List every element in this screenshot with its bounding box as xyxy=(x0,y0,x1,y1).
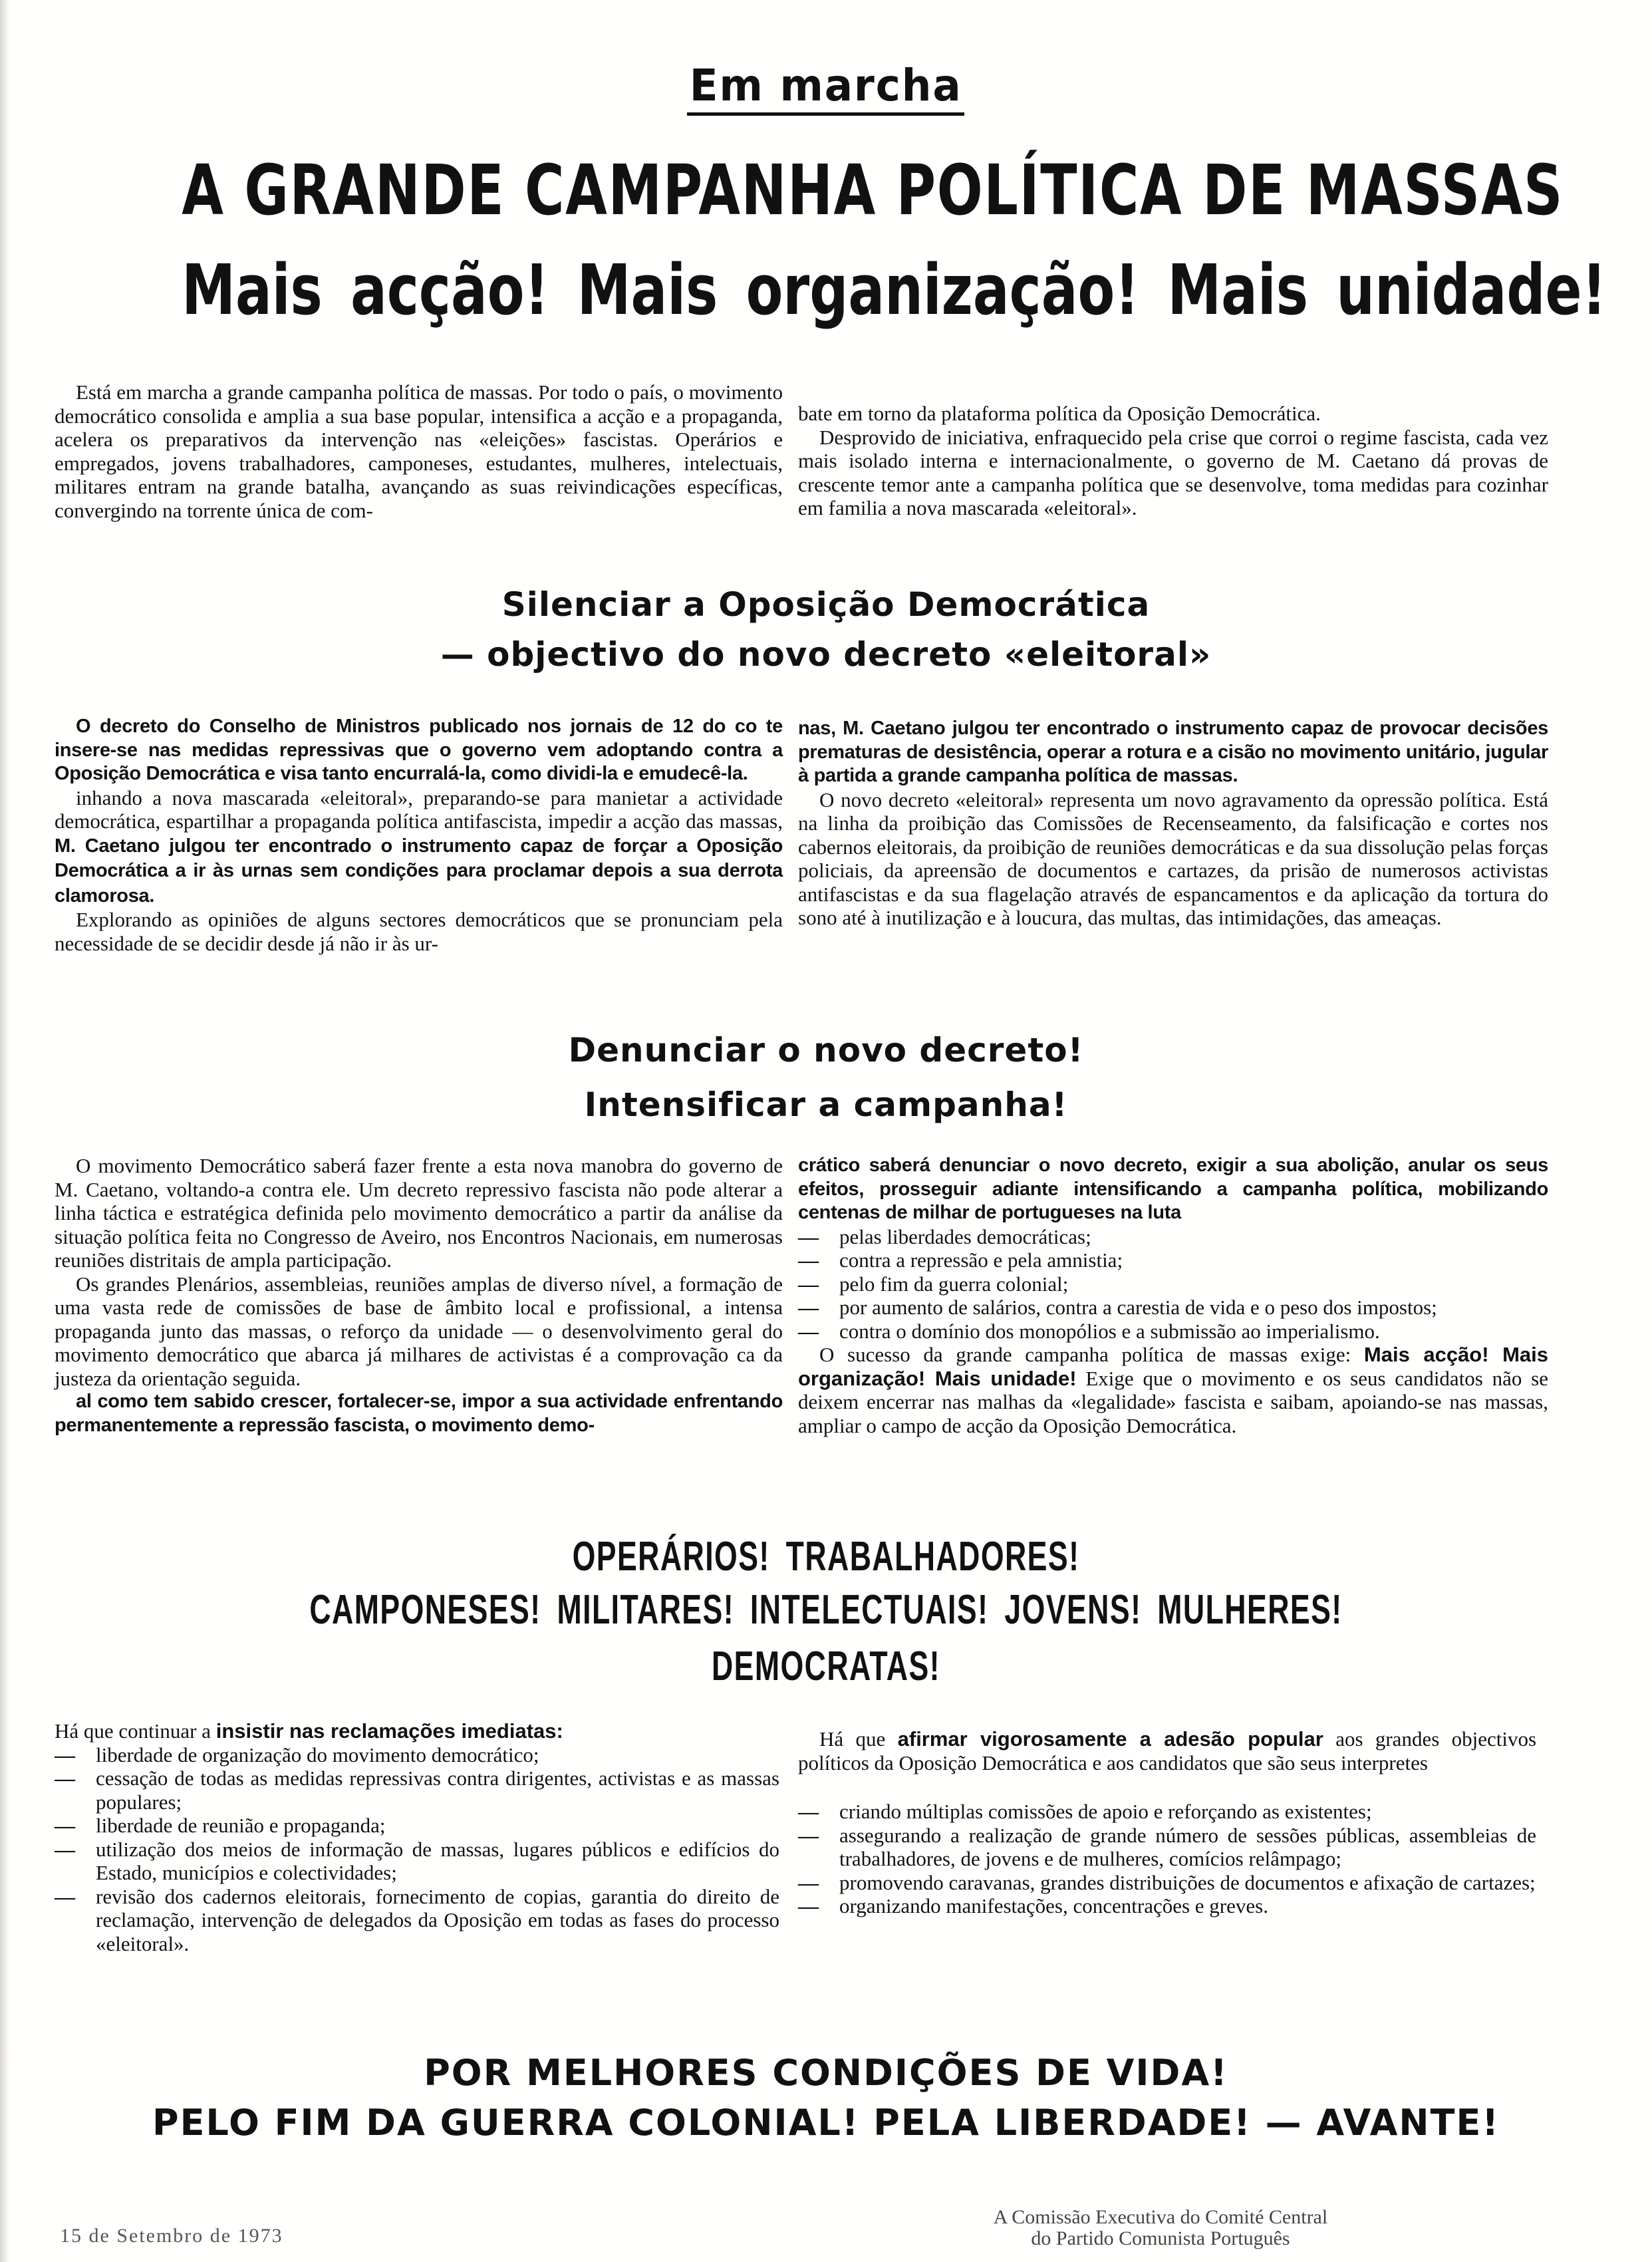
intro-left-column xyxy=(55,380,783,522)
struggle-list-item: — contra o domínio dos monopólios e a submissão ao imperialismo. xyxy=(798,1320,1548,1343)
section2-left-column xyxy=(55,1154,783,1437)
demand-list-item: — cessação de todas as medidas repressivas contra dirigentes, activistas e as massas populares; xyxy=(55,1767,779,1814)
intro-paragraph-2: Desprovido de iniciativa, enfraquecido pela crise que corroi o regime fascista, cada vez mais isolado interna e internacionalmente, o governo de M. Caetano dá provas de crescente temor ante a campanha política que se desenvolve, toma medidas para cozinhar em familia a nova mascarada «eleitoral». xyxy=(798,425,1548,519)
popular-support-list xyxy=(798,1800,1536,1918)
demands-left-intro-bold: insistir nas reclamações imediatas: xyxy=(215,1719,563,1743)
section2-paragraph-1: O movimento Democrático saberá fazer frente a esta nova manobra do governo de M. Caetano, voltando-a contra ele. Um decreto repressivo fascista não pode alterar a linha táctica e estratégica definida pelo movimento democrático a partir da análise da situação política feita no Congresso de Aveiro, nos Encontros Nacionais, em numerosas reuniões distritais de ampla participação. xyxy=(55,1154,783,1272)
final-paragraph-text: O sucesso da grande campanha política de massas exige: xyxy=(819,1343,1351,1366)
demand-list-item: — liberdade de organização do movimento democrático; xyxy=(55,1743,779,1767)
section1-heading-line2: — objectivo do novo decreto «eleitoral» xyxy=(440,635,1212,674)
section1-paragraph-4: O novo decreto «eleitoral» representa um novo agravamento da opressão política. Está na linha da proibição das Comissões de Recenseamento, da falsificação e cortes nos cabernos eleitorais, da proibição de reuniões democráticas e da sua dissolução pelas forças policiais, da apreensão de documentos e cartazes, da prisão de numerosos activistas antifascistas e da sua flagelação através de espancamentos e da aplicação da tortura do sono até à inutilização e à loucura, das multas, das intimidações, das ameaças. xyxy=(798,787,1548,929)
support-list-item: — promovendo caravanas, grandes distribuições de documentos e afixação de cartazes; xyxy=(798,1871,1536,1895)
section1-paragraph-1: O decreto do Conselho de Ministros publicado nos jornais de 12 do co te insere-se nas medidas repressivas que o governo vem adoptando contra a Oposição Democrática e visa tanto encurralá-la, como dividi-la e emudecê-la. xyxy=(55,716,783,784)
demands-left-intro-text: Há que continuar a xyxy=(55,1719,211,1743)
section2-paragraph-final xyxy=(798,1343,1548,1437)
closing-slogan-2: PELO FIM DA GUERRA COLONIAL! PELA LIBERDADE! — AVANTE! xyxy=(152,2102,1500,2144)
closing-slogan-1: POR MELHORES CONDIÇÕES DE VIDA! xyxy=(424,2052,1228,2094)
section1-paragraph-continued: nas, M. Caetano julgou ter encontrado o instrumento capaz de provocar decisões prematuras de desistência, operar a rotura e a cisão no movimento unitário, jugular à partida a grande campanha política de massas. xyxy=(798,718,1548,786)
support-list-item: — organizando manifestações, concentrações e greves. xyxy=(798,1894,1536,1918)
demands-right-intro-bold: afirmar vigorosamente a adesão popular xyxy=(897,1727,1323,1751)
demands-right-intro xyxy=(798,1727,1536,1774)
appeal-line-1: OPERÁRIOS! TRABALHADORES! xyxy=(572,1534,1080,1580)
demands-left-intro xyxy=(55,1719,779,1743)
signature-block xyxy=(934,2207,1387,2249)
struggle-list-item: — contra a repressão e pela amnistia; xyxy=(798,1248,1548,1272)
struggle-list-item: — pelas liberdades democráticas; xyxy=(798,1225,1548,1249)
signature-line-1: A Comissão Executiva do Comité Central xyxy=(993,2206,1328,2228)
appeal-line-3: DEMOCRATAS! xyxy=(711,1643,941,1689)
section2-paragraph-continued: crático saberá denunciar o novo decreto, exigir a sua abolição, anular os seus efeitos, prosseguir adiante intensificando a campanha política, mobilizando centenas de milhar de portugueses na luta xyxy=(798,1155,1548,1223)
struggle-list-item: — pelo fim da guerra colonial; xyxy=(798,1272,1548,1296)
section1-paragraph-3: Explorando as opiniões de alguns sectores democráticos que se pronunciam pela necessidade de se decidir desde já não ir às ur- xyxy=(55,908,783,955)
struggle-list-item: — por aumento de salários, contra a carestia de vida e o peso dos impostos; xyxy=(798,1296,1548,1320)
immediate-demands-list xyxy=(55,1743,779,1956)
main-subtitle: Mais acção! Mais organização! Mais unidade! xyxy=(182,249,1607,331)
issue-date: 15 de Setembro de 1973 xyxy=(60,2225,283,2247)
section1-paragraph-2-text: inhando a nova mascarada «eleitoral», preparando-se para manietar a actividade democrática, espartilhar a propaganda política antifascista, impedir a acção das massas, xyxy=(55,785,783,833)
intro-paragraph: Está em marcha a grande campanha política de massas. Por todo o país, o movimento democrático consolida e amplia a sua base popular, intensifica a acção e a propaganda, acelera os preparativos da intervenção nas «eleições» fascistas. Operários e empregados, jovens trabalhadores, camponeses, estudantes, mulheres, intelectuais, militares entram na grande batalha, avançando as suas reivindicações específicas, convergindo na torrente única de com- xyxy=(55,380,783,522)
section1-right-column xyxy=(798,717,1548,930)
final-paragraph-slogan: Mais acção! Mais organização! Mais unidade! xyxy=(798,1343,1548,1390)
signature-line-2: do Partido Comunista Português xyxy=(1031,2227,1290,2249)
intro-paragraph-continued: bate em torno da plataforma política da Oposição Democrática. xyxy=(798,402,1321,425)
section1-left-column xyxy=(55,715,783,955)
demand-list-item: — utilização dos meios de informação de massas, lugares públicos e edifícios do Estado, municípios e colectividades; xyxy=(55,1838,779,1885)
scan-edge-shadow xyxy=(0,0,9,2262)
demand-list-item: — liberdade de reunião e propaganda; xyxy=(55,1814,779,1838)
appeal-line-2: CAMPONESES! MILITARES! INTELECTUAIS! JOVENS! MULHERES! xyxy=(309,1587,1343,1633)
support-list-item: — assegurando a realização de grande número de sessões públicas, assembleias de trabalhadores, de jovens e de mulheres, comícios relâmpago; xyxy=(798,1824,1536,1871)
demands-right-intro-text-2: aos grandes objectivos políticos da Oposição Democrática e aos candidatos que são seus interpretes xyxy=(798,1727,1537,1774)
section2-paragraph-3: al como tem sabido crescer, fortalecer-se, impor a sua actividade enfrentando permanentemente a repressão fascista, o movimento demo- xyxy=(55,1391,783,1436)
section1-paragraph-2-bold: M. Caetano julgou ter encontrado o instrumento capaz de forçar a Oposição Democrática a ir às urnas sem condições para proclamar depois a sua derrota clamorosa. xyxy=(55,835,783,907)
section2-paragraph-2: Os grandes Plenários, assembleias, reuniões amplas de diverso nível, a formação de uma vasta rede de comissões de base de âmbito local e profissional, a intensa propaganda junto das massas, o reforço da unidade — o desenvolvimento geral do movimento democrático que abarca já milhares de activistas é a comprovação ca da justeza da orientação seguida. xyxy=(55,1272,783,1390)
section2-heading-line2: Intensificar a campanha! xyxy=(584,1085,1068,1124)
main-title: A GRANDE CAMPANHA POLÍTICA DE MASSAS xyxy=(182,150,1564,231)
support-list-item: — criando múltiplas comissões de apoio e reforçando as existentes; xyxy=(798,1800,1536,1824)
section1-paragraph-2 xyxy=(55,786,783,909)
struggle-list xyxy=(798,1225,1548,1343)
kicker-text: Em marcha xyxy=(687,60,964,116)
demands-right-column xyxy=(798,1727,1536,1918)
section2-right-column xyxy=(798,1154,1548,1437)
demands-left-column xyxy=(55,1719,779,1955)
kicker-heading xyxy=(0,60,1652,116)
demand-list-item: — revisão dos cadernos eleitorais, fornecimento de copias, garantia do direito de reclamação, intervenção de delegados da Oposição em todas as fases do processo «eleitoral». xyxy=(55,1885,779,1956)
section1-heading-line1: Silenciar a Oposição Democrática xyxy=(501,585,1151,624)
intro-right-column xyxy=(798,402,1548,520)
final-paragraph-text-2: Exige que o movimento e os seus candidatos não se deixem encerrar nas malhas da «legalidade» fascista e saibam, apoiando-se nas massas, ampliar o campo de acção da Oposição Democrática. xyxy=(798,1366,1549,1437)
demands-right-intro-text: Há que xyxy=(819,1727,886,1751)
section2-heading-line1: Denunciar o novo decreto! xyxy=(568,1031,1084,1069)
